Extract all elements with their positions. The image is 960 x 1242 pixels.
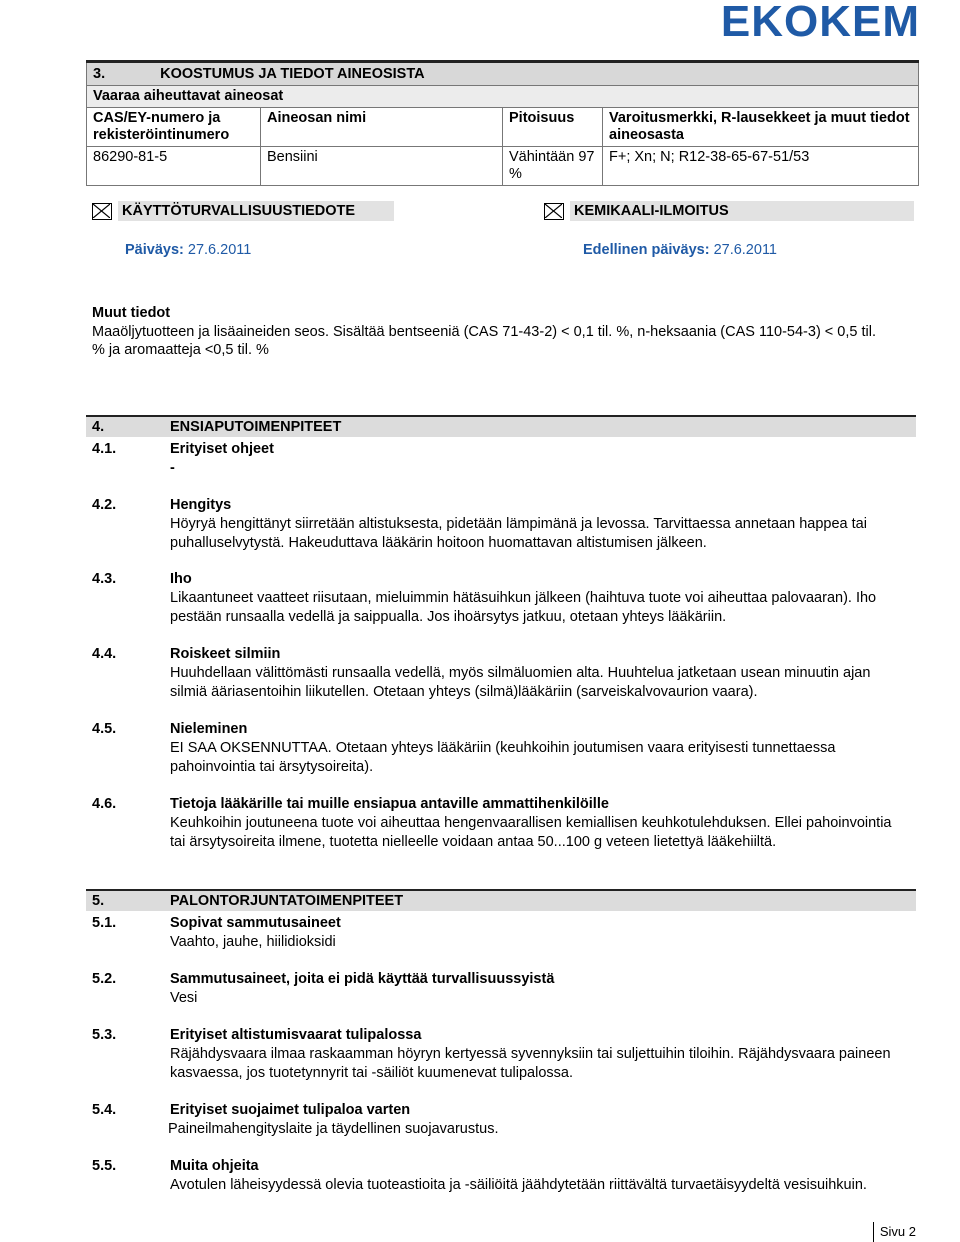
- subsection-number: 5.4.: [92, 1102, 117, 1118]
- table-cell: F+; Xn; N; R12-38-65-67-51/53: [603, 147, 919, 186]
- checked-box-icon[interactable]: [92, 203, 112, 220]
- other-info: [92, 304, 912, 360]
- table-cell: Bensiini: [261, 147, 503, 186]
- previous-date-value: 27.6.2011: [713, 242, 777, 258]
- table-row: [87, 147, 919, 186]
- subsection-number: 4.6.: [92, 796, 117, 812]
- column-header-row: [87, 108, 919, 147]
- section-3-header: [87, 62, 919, 86]
- other-info-text: Maaöljytuotteen ja lisäaineiden seos. Sisältää bentseeniä (CAS 71-43-2) < 0,1 til. %, n-heksaania (CAS 110-54-3) < 0,5 til. % ja aromaatteja <0,5 til. %: [92, 323, 876, 358]
- section-title: KOOSTUMUS JA TIEDOT AINEOSISTA: [160, 66, 425, 82]
- column-header: Aineosan nimi: [261, 108, 503, 147]
- section-number: 5.: [92, 893, 105, 909]
- subsection-text: Huuhdellaan välittömästi runsaalla vedellä, myös silmäluomien alta. Huuhtelua jatketaan usean minuutin ajan silmiä ääriasentoihin liikutellen. Otetaan yhteys (silmä)lääkäriin (sarveiskalvovaurion vaara).: [170, 665, 871, 700]
- subsection-text: -: [170, 460, 175, 476]
- table-cell: Vähintään 97 %: [503, 147, 603, 186]
- subsection-number: 5.1.: [92, 915, 117, 931]
- subsection-title: Iho: [170, 571, 192, 587]
- subsection-title: Tietoja lääkärille tai muille ensiapua antaville ammattihenkilöille: [170, 796, 609, 812]
- subsection-title: Erityiset ohjeet: [170, 441, 274, 457]
- subsection-text: Vesi: [170, 990, 198, 1006]
- subsection-title: Sammutusaineet, joita ei pidä käyttää turvallisuussyistä: [170, 971, 555, 987]
- subsection-number: 4.5.: [92, 721, 117, 737]
- column-header: CAS/EY-numero ja rekisteröintinumero: [87, 108, 261, 147]
- date-field: [125, 242, 251, 258]
- section-4-header: [86, 415, 916, 437]
- page-number: Sivu 2: [873, 1222, 916, 1242]
- previous-date-field: [583, 242, 777, 258]
- subsection-title: Sopivat sammutusaineet: [170, 915, 341, 931]
- subsection-title: Roiskeet silmiin: [170, 646, 281, 662]
- subsection-text: Vaahto, jauhe, hiilidioksidi: [170, 934, 336, 950]
- subsection-title: Hengitys: [170, 497, 232, 513]
- subsection-number: 4.3.: [92, 571, 117, 587]
- checkbox-kayttoturvallisuustiedote[interactable]: [92, 200, 394, 222]
- subsection-title: Muita ohjeita: [170, 1158, 259, 1174]
- subsection-title: Erityiset altistumisvaarat tulipalossa: [170, 1027, 422, 1043]
- subsection-text: Höyryä hengittänyt siirretään altistuksesta, pidetään lämpimänä ja levossa. Tarvittaessa annetaan happea tai puhalluselvytystä. Hakeuduttava lääkärin hoitoon huomattavan altistumisen jälkeen.: [170, 516, 867, 551]
- section-5-header: [86, 889, 916, 911]
- subsection-title: Erityiset suojaimet tulipaloa varten: [170, 1102, 411, 1118]
- subsection-number: 4.4.: [92, 646, 117, 662]
- subsection-number: 4.1.: [92, 441, 117, 457]
- section-number: 3.: [93, 66, 106, 82]
- column-header: Varoitusmerkki, R-lausekkeet ja muut tiedot aineosasta: [603, 108, 919, 147]
- subsection-text: Avotulen läheisyydessä olevia tuoteastioita ja -säiliöitä jäähdytetään riittävältä turvaetäisyydeltä vesisuihkuin.: [170, 1177, 867, 1193]
- date-value: 27.6.2011: [187, 242, 252, 258]
- section-number: 4.: [92, 419, 105, 435]
- subsection-text: Keuhkoihin joutuneena tuote voi aiheuttaa hengenvaarallisen kemiallisen keuhkotulehduksen. Ellei pahoinvointia tai ärsytysoireita ilmene, tuotetta nielleelle voidaan antaa 50...100 g veteen lietettyä lääkehiiltä.: [170, 815, 892, 850]
- table-cell: 86290-81-5: [87, 147, 261, 186]
- subsection-number: 5.2.: [92, 971, 117, 987]
- section-title: PALONTORJUNTATOIMENPITEET: [170, 893, 404, 909]
- section-title: ENSIAPUTOIMENPITEET: [170, 419, 342, 435]
- company-logo: EKOKEM: [720, 0, 920, 46]
- checkbox-label: KÄYTTÖTURVALLISUUSTIEDOTE: [118, 201, 394, 221]
- previous-date-label: Edellinen päiväys:: [583, 242, 710, 258]
- other-info-title: Muut tiedot: [92, 305, 171, 321]
- subsection-number: 5.3.: [92, 1027, 117, 1043]
- subsection-text: Likaantuneet vaatteet riisutaan, mieluimmin hätäsuihkun jälkeen (haihtuva tuote voi aiheuttaa palovaaran). Iho pestään runsaalla vedellä ja saippualla. Jos ihoärsytys jatkuu, otetaan yhteys lääkäriin.: [170, 590, 877, 625]
- column-header: Pitoisuus: [503, 108, 603, 147]
- checkbox-kemikaali-ilmoitus[interactable]: [544, 200, 914, 222]
- subsection-number: 4.2.: [92, 497, 117, 513]
- subsection-number: 5.5.: [92, 1158, 117, 1174]
- date-label: Päiväys:: [125, 242, 184, 258]
- subsection-text: Räjähdysvaara ilmaa raskaamman höyryn kertyessä syvennyksiin tai suljettuihin tiloihin. Räjähdysvaara paineen kasvaessa, jos tuotetynnyrit tai -säiliöt kuumenevat tulipalossa.: [170, 1046, 891, 1081]
- composition-table: [86, 60, 919, 186]
- table-subtitle-row: [87, 86, 919, 108]
- subsection-text: EI SAA OKSENNUTTAA. Otetaan yhteys lääkäriin (keuhkoihin joutumisen vaara erityisesti tunnettaessa pahoinvointia tai ärsytysoireita).: [170, 740, 836, 775]
- table-subtitle: Vaaraa aiheuttavat aineosat: [87, 86, 919, 108]
- checkbox-label: KEMIKAALI-ILMOITUS: [570, 201, 914, 221]
- checked-box-icon[interactable]: [544, 203, 564, 220]
- subsection-text: Paineilmahengityslaite ja täydellinen suojavarustus.: [168, 1121, 499, 1137]
- subsection-title: Nieleminen: [170, 721, 248, 737]
